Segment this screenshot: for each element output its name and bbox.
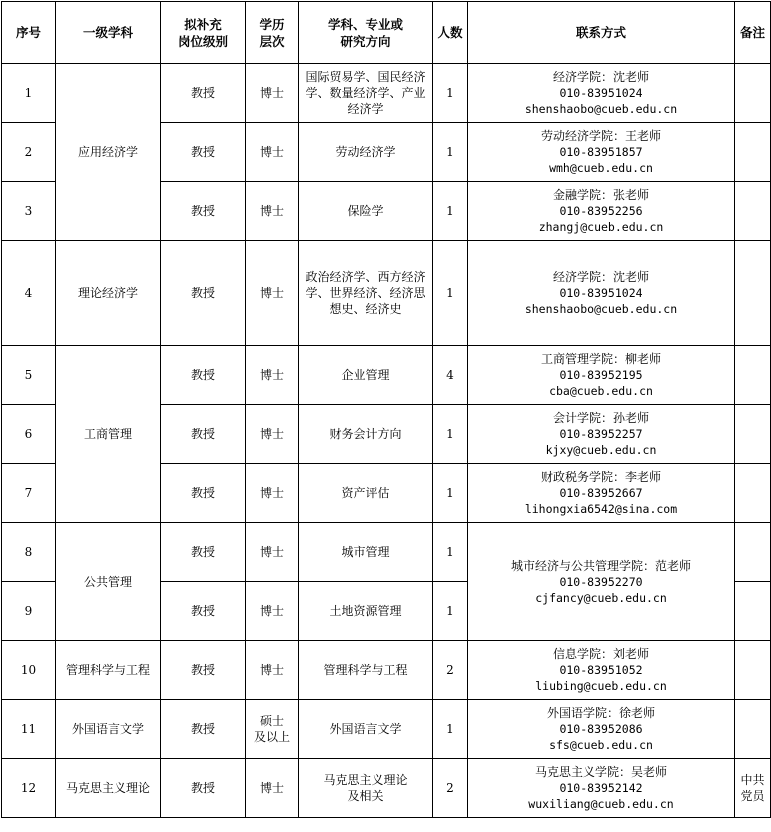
cell-level: 教授 [161,582,246,641]
cell-discipline: 理论经济学 [56,241,161,346]
contact-email[interactable]: lihongxia6542@sina.com [524,502,678,516]
cell-direction: 外国语言文学 [299,700,433,759]
contact-email[interactable]: cjfancy@cueb.edu.cn [535,590,667,605]
cell-level: 教授 [161,64,246,123]
cell-level: 教授 [161,405,246,464]
contact-phone: 010-83952667 [559,486,643,500]
cell-seq: 1 [2,64,56,123]
cell-seq: 9 [2,582,56,641]
contact-phone: 010-83952142 [559,781,643,795]
header-note: 备注 [735,2,771,64]
cell-discipline: 管理科学与工程 [56,641,161,700]
cell-seq: 2 [2,123,56,182]
cell-note: 中共 党员 [735,759,771,818]
cell-note [735,346,771,405]
cell-count: 1 [433,241,468,346]
cell-count: 1 [433,64,468,123]
cell-degree: 博士 [246,523,299,582]
cell-count: 1 [433,123,468,182]
cell-degree: 博士 [246,464,299,523]
cell-seq: 3 [2,182,56,241]
cell-seq: 5 [2,346,56,405]
cell-note [735,700,771,759]
cell-direction: 管理科学与工程 [299,641,433,700]
cell-direction: 政治经济学、西方经济学、世界经济、经济思想史、经济史 [299,241,433,346]
cell-seq: 11 [2,700,56,759]
contact-phone: 010-83951052 [559,663,643,677]
header-row [2,2,771,64]
table-row [2,64,771,123]
cell-degree: 博士 [246,582,299,641]
cell-level: 教授 [161,123,246,182]
cell-discipline: 马克思主义理论 [56,759,161,818]
table-row [2,641,771,700]
cell-note [735,464,771,523]
cell-seq: 4 [2,241,56,346]
cell-degree: 硕士 及以上 [246,700,299,759]
cell-direction: 资产评估 [299,464,433,523]
cell-degree: 博士 [246,241,299,346]
cell-direction: 财务会计方向 [299,405,433,464]
cell-count: 1 [433,182,468,241]
cell-contact [468,123,735,182]
cell-contact [468,464,735,523]
contact-email[interactable]: liubing@cueb.edu.cn [535,679,667,693]
cell-count: 1 [433,700,468,759]
contact-phone: 010-83951024 [559,86,643,100]
table-row [2,759,771,818]
cell-level: 教授 [161,346,246,405]
cell-note [735,582,771,641]
cell-level: 教授 [161,523,246,582]
cell-contact [468,346,735,405]
table-row [2,700,771,759]
cell-count: 1 [433,523,468,582]
contact-name: 财政税务学院：李老师 [540,470,661,484]
cell-degree: 博士 [246,123,299,182]
contact-name: 经济学院：沈老师 [552,70,649,84]
cell-note [735,123,771,182]
contact-name: 会计学院：孙老师 [552,411,649,425]
contact-name: 外国语学院：徐老师 [546,706,655,720]
contact-email[interactable]: shenshaobo@cueb.edu.cn [524,302,678,316]
cell-direction: 土地资源管理 [299,582,433,641]
header-seq: 序号 [2,2,56,64]
cell-level: 教授 [161,759,246,818]
cell-contact [468,700,735,759]
contact-email[interactable]: zhangj@cueb.edu.cn [538,220,664,234]
cell-contact [468,64,735,123]
cell-contact [468,405,735,464]
cell-contact [468,641,735,700]
cell-level: 教授 [161,182,246,241]
table-row [2,523,771,582]
cell-discipline: 公共管理 [56,523,161,641]
cell-seq: 6 [2,405,56,464]
table-row [2,346,771,405]
cell-note [735,182,771,241]
cell-seq: 10 [2,641,56,700]
contact-name: 金融学院：张老师 [552,188,649,202]
cell-level: 教授 [161,464,246,523]
cell-degree: 博士 [246,759,299,818]
cell-note [735,405,771,464]
cell-count: 1 [433,405,468,464]
contact-phone: 010-83952086 [559,722,643,736]
cell-direction: 国际贸易学、国民经济学、数量经济学、产业经济学 [299,64,433,123]
cell-degree: 博士 [246,405,299,464]
cell-direction: 城市管理 [299,523,433,582]
contact-phone: 010-83952257 [559,427,643,441]
contact-phone: 010-83952195 [559,368,643,382]
contact-name: 工商管理学院：柳老师 [540,352,661,366]
cell-level: 教授 [161,241,246,346]
cell-count: 2 [433,641,468,700]
header-level: 拟补充 岗位级别 [161,2,246,64]
cell-contact [468,523,735,641]
cell-level: 教授 [161,641,246,700]
cell-degree: 博士 [246,346,299,405]
cell-note [735,64,771,123]
cell-direction: 马克思主义理论 及相关 [299,759,433,818]
recruitment-table [1,1,771,818]
cell-direction: 保险学 [299,182,433,241]
cell-contact [468,182,735,241]
contact-email[interactable]: sfs@cueb.edu.cn [549,738,653,752]
header-discipline: 一级学科 [56,2,161,64]
cell-count: 4 [433,346,468,405]
cell-count: 1 [433,464,468,523]
contact-phone: 010-83951857 [559,145,643,159]
cell-seq: 8 [2,523,56,582]
cell-discipline: 外国语言文学 [56,700,161,759]
contact-email[interactable]: wmh@cueb.edu.cn [549,161,653,175]
header-count: 人数 [433,2,468,64]
cell-note [735,641,771,700]
contact-phone: 010-83952256 [559,204,643,218]
cell-contact [468,759,735,818]
cell-discipline: 工商管理 [56,346,161,523]
contact-name: 劳动经济学院：王老师 [540,129,661,143]
contact-email[interactable]: cba@cueb.edu.cn [549,384,653,398]
contact-email[interactable]: wuxiliang@cueb.edu.cn [528,797,674,811]
header-degree: 学历 层次 [246,2,299,64]
cell-level: 教授 [161,700,246,759]
cell-discipline: 应用经济学 [56,64,161,241]
cell-count: 2 [433,759,468,818]
contact-email[interactable]: kjxy@cueb.edu.cn [545,443,657,457]
contact-name: 信息学院：刘老师 [552,647,649,661]
cell-direction: 劳动经济学 [299,123,433,182]
cell-contact [468,241,735,346]
header-direction: 学科、专业或 研究方向 [299,2,433,64]
cell-degree: 博士 [246,182,299,241]
cell-seq: 12 [2,759,56,818]
cell-note [735,241,771,346]
contact-phone: 010-83951024 [559,286,643,300]
table-row [2,241,771,346]
cell-degree: 博士 [246,641,299,700]
header-contact: 联系方式 [468,2,735,64]
cell-seq: 7 [2,464,56,523]
contact-email[interactable]: shenshaobo@cueb.edu.cn [524,102,678,116]
cell-degree: 博士 [246,64,299,123]
cell-direction: 企业管理 [299,346,433,405]
contact-name: 城市经济与公共管理学院：范老师 [510,558,691,573]
contact-name: 马克思主义学院：吴老师 [534,765,667,779]
cell-count: 1 [433,582,468,641]
contact-name: 经济学院：沈老师 [552,270,649,284]
contact-phone: 010-83952270 [559,574,643,589]
cell-note [735,523,771,582]
